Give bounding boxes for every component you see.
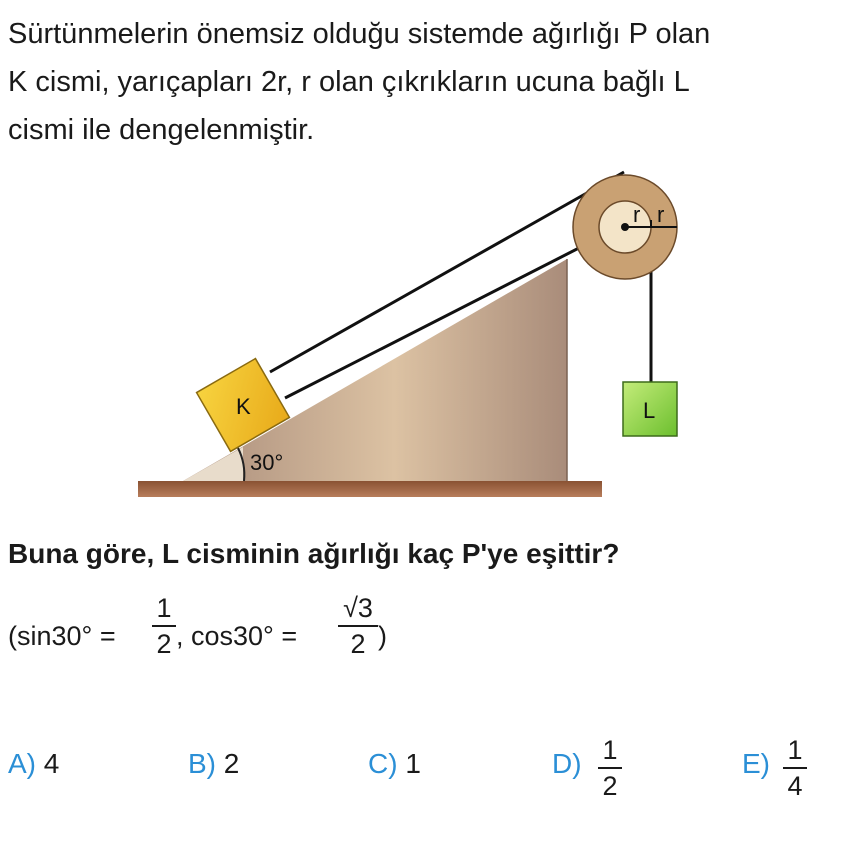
sin-fraction bbox=[152, 593, 176, 659]
sin-numerator: 1 bbox=[156, 593, 172, 623]
block-k-label: K bbox=[236, 394, 251, 419]
question-line-1: Sürtünmelerin önemsiz olduğu sistemde ağırlığı P olan bbox=[8, 18, 711, 50]
option-e[interactable] bbox=[742, 748, 770, 780]
question-line-3: cismi ile dengelenmiştir. bbox=[8, 114, 315, 146]
option-d-numerator: 1 bbox=[602, 735, 618, 765]
option-b-value: 2 bbox=[223, 748, 240, 779]
cos-denominator: 2 bbox=[350, 629, 366, 659]
option-d-fraction-bar bbox=[598, 767, 622, 769]
cos-fraction bbox=[338, 593, 378, 659]
hint-open: (sin30° = bbox=[8, 621, 116, 651]
option-e-fraction bbox=[783, 735, 807, 801]
option-d[interactable] bbox=[552, 748, 582, 780]
physics-diagram bbox=[0, 170, 862, 510]
radius-label-inner: r bbox=[633, 202, 641, 227]
question-line-2: K cismi, yarıçapları 2r, r olan çıkrıkların ucuna bağlı L bbox=[8, 66, 690, 98]
option-e-letter: E) bbox=[742, 748, 770, 779]
option-a[interactable] bbox=[8, 748, 59, 780]
cos-fraction-bar bbox=[338, 625, 378, 627]
option-e-fraction-bar bbox=[783, 767, 807, 769]
question-prompt: Buna göre, L cisminin ağırlığı kaç P'ye eşittir? bbox=[8, 538, 620, 569]
option-b[interactable] bbox=[188, 748, 239, 780]
option-c[interactable] bbox=[368, 748, 421, 780]
option-e-denominator: 4 bbox=[787, 771, 803, 801]
option-d-letter: D) bbox=[552, 748, 582, 779]
block-l-label: L bbox=[643, 398, 656, 423]
option-a-value: 4 bbox=[43, 748, 60, 779]
option-d-denominator: 2 bbox=[602, 771, 618, 801]
option-e-numerator: 1 bbox=[787, 735, 803, 765]
hint-close: ) bbox=[378, 621, 387, 651]
radius-label-outer: r bbox=[657, 202, 665, 227]
option-c-value: 1 bbox=[405, 748, 421, 779]
option-c-letter: C) bbox=[368, 748, 398, 779]
cos-numerator: √3 bbox=[343, 593, 373, 623]
option-d-fraction bbox=[598, 735, 622, 801]
question-text bbox=[8, 10, 848, 154]
option-b-letter: B) bbox=[188, 748, 216, 779]
sin-fraction-bar bbox=[152, 625, 176, 627]
angle-label: 30° bbox=[250, 450, 284, 475]
ground bbox=[138, 481, 602, 497]
hint-mid: , cos30° = bbox=[176, 621, 298, 651]
sin-denominator: 2 bbox=[156, 629, 172, 659]
option-a-letter: A) bbox=[8, 748, 36, 779]
